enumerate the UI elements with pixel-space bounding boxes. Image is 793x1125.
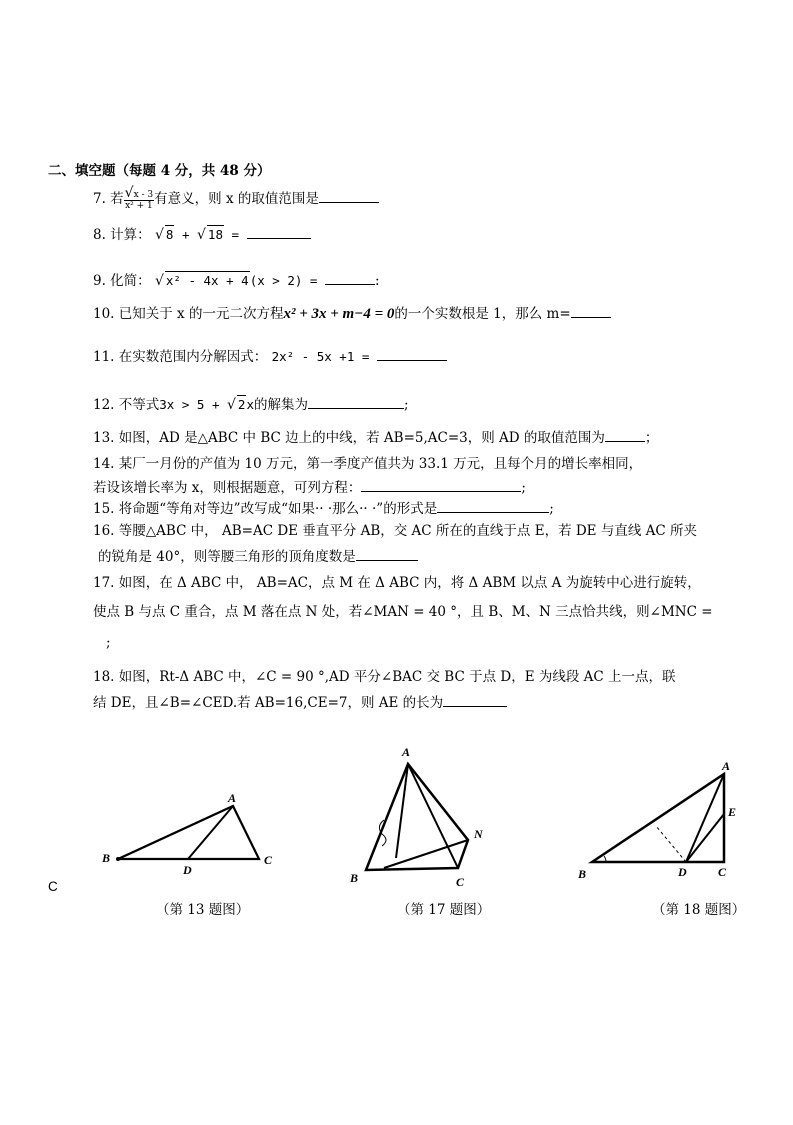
- fig18-label-b: B: [578, 867, 587, 881]
- question-10: [93, 303, 611, 323]
- fig17-caption: （第 17 题图）: [397, 902, 491, 918]
- q13-text: 13. 如图，AD 是△ABC 中 BC 边上的中线，若 AB=5,AC=3，则 AD 的取值范围为: [93, 430, 605, 446]
- fig17-label-c: C: [456, 875, 465, 889]
- q12-text-b: 的解集为: [253, 397, 308, 413]
- question-17-line-2: 使点 B 与点 C 重合，点 M 落在点 N 处，若∠MAN = 40 °，且 B、M、N 三点恰共线，则∠MNC =: [93, 604, 713, 620]
- q12-expression: 3x > 5 +: [159, 397, 227, 412]
- q14-text: 若设该增长率为 x，则根据题意，可列方程：: [93, 480, 362, 496]
- question-17-line-1: 17. 如图，在 Δ ABC 中， AB=AC，点 M 在 Δ ABC 内，将 Δ ABM 以点 A 为旋转中心进行旋转，: [93, 575, 701, 591]
- q9-tail: :: [374, 273, 380, 289]
- q11-answer-blank[interactable]: [377, 346, 447, 361]
- figure-17: [344, 740, 494, 890]
- question-7: [93, 185, 379, 211]
- fig17-label-n: N: [474, 827, 483, 841]
- question-16-line-1: 16. 等腰△ABC 中， AB=AC DE 垂直平分 AB，交 AC 所在的直线于点 E，若 DE 与直线 AC 所夹: [93, 523, 697, 539]
- q16-answer-blank[interactable]: [356, 546, 418, 561]
- fig13-point-b: [116, 857, 120, 861]
- q12-text-a: 12. 不等式: [93, 397, 160, 413]
- q18-text: 结 DE，且∠B=∠CED.若 AB=16,CE=7，则 AE 的长为: [93, 695, 444, 711]
- q7-text-b: 有意义，则 x 的取值范围是: [154, 191, 319, 207]
- fig13-caption: （第 13 题图）: [156, 902, 250, 918]
- q12-radicand: 2: [237, 397, 246, 412]
- q8-text: 8. 计算：: [93, 227, 151, 243]
- q7-fraction: $\frac{√x - 3}{\text{x² + 1}}$: [124, 185, 154, 211]
- fig17-outline: [366, 764, 468, 870]
- q10-text-a: 10. 已知关于 x 的一元二次方程: [93, 306, 284, 322]
- q7-text-a: 7. 若: [93, 191, 124, 207]
- q18-answer-blank[interactable]: [443, 692, 507, 707]
- question-11: [93, 346, 447, 366]
- question-14-line-1: 14. 某厂一月份的产值为 10 万元，第一季度产值共为 33.1 万元，且每个月的增长率相同，: [93, 456, 643, 472]
- fig18-label-c: C: [718, 865, 727, 879]
- fig17-label-b: B: [350, 871, 359, 885]
- q10-answer-blank[interactable]: [571, 303, 611, 318]
- question-14-line-2: [93, 477, 526, 497]
- q14-answer-blank[interactable]: [361, 477, 521, 492]
- fig13-label-d: D: [183, 863, 192, 877]
- question-13: [93, 427, 658, 447]
- fig17-label-a: A: [402, 745, 411, 759]
- question-9: 9. 化简： √ x² - 4x + 4(x > 2) = :: [93, 270, 380, 290]
- question-16-line-2: [98, 546, 418, 566]
- q12-x: x: [246, 397, 254, 412]
- fig18-segment-de: [686, 814, 724, 862]
- q9-condition: (x > 2) =: [249, 273, 325, 288]
- q8-radicand-2: 18: [207, 227, 223, 242]
- fig13-label-c: C: [264, 853, 273, 867]
- q9-radicand: x² - 4x + 4: [165, 273, 249, 288]
- question-12: 12. 不等式3x > 5 + √ 2x的解集为 ;: [93, 394, 409, 414]
- q11-expression: 2x² - 5x +1 =: [271, 349, 377, 364]
- stray-letter-c: C: [48, 879, 58, 894]
- question-18-line-1: 18. 如图，Rt-Δ ABC 中，∠C = 90 °,AD 平分∠BAC 交 BC 于点 D，E 为线段 AC 上一点，联: [93, 669, 676, 685]
- fig13-median-ad: [188, 806, 233, 859]
- fig13-triangle: [118, 806, 259, 859]
- q7-answer-blank[interactable]: [319, 188, 379, 203]
- section-title: 二、填空题（每题 4 分，共 48 分）: [48, 163, 271, 179]
- q9-text: 9. 化简：: [93, 273, 151, 289]
- q8-plus: +: [174, 227, 197, 242]
- fig13-label-b: B: [102, 851, 111, 865]
- q12-tail: ;: [403, 397, 409, 413]
- q14-tail: ;: [521, 480, 526, 496]
- fig18-label-d: D: [678, 865, 687, 879]
- q8-radicand-1: 8: [165, 227, 174, 242]
- fig18-caption: （第 18 题图）: [652, 902, 746, 918]
- q10-text-b: 的一个实数根是 1，那么 m=: [394, 306, 571, 322]
- fig13-label-a: A: [228, 791, 237, 805]
- q8-equals: =: [223, 227, 247, 242]
- question-15: [93, 498, 554, 518]
- q13-tail: ；: [644, 430, 659, 446]
- q9-answer-blank[interactable]: [325, 270, 375, 285]
- question-18-line-2: [93, 692, 507, 712]
- q10-equation: x² + 3x + m−4 = 0: [283, 306, 395, 322]
- q15-text: 15. 将命题“等角对等边”改写成“如果·· ·那么·· ·”的形式是: [93, 501, 438, 517]
- q16-text: 的锐角是 40°，则等腰三角形的顶角度数是: [98, 549, 356, 565]
- question-17-line-3: ;: [106, 635, 111, 651]
- fig18-label-e: E: [728, 805, 737, 819]
- q8-answer-blank[interactable]: [247, 224, 311, 239]
- q11-text: 11. 在实数范围内分解因式：: [93, 349, 268, 365]
- q15-answer-blank[interactable]: [437, 498, 549, 513]
- fig18-dashed-perpendicular: [656, 826, 686, 862]
- q13-answer-blank[interactable]: [605, 427, 645, 442]
- figure-13: [96, 788, 286, 878]
- fig18-label-a: A: [722, 759, 731, 773]
- question-8: 8. 计算： √ 8 + √ 18 =: [93, 224, 311, 244]
- q15-tail: ;: [549, 501, 554, 517]
- q12-answer-blank[interactable]: [308, 394, 404, 409]
- figure-18: [574, 758, 749, 883]
